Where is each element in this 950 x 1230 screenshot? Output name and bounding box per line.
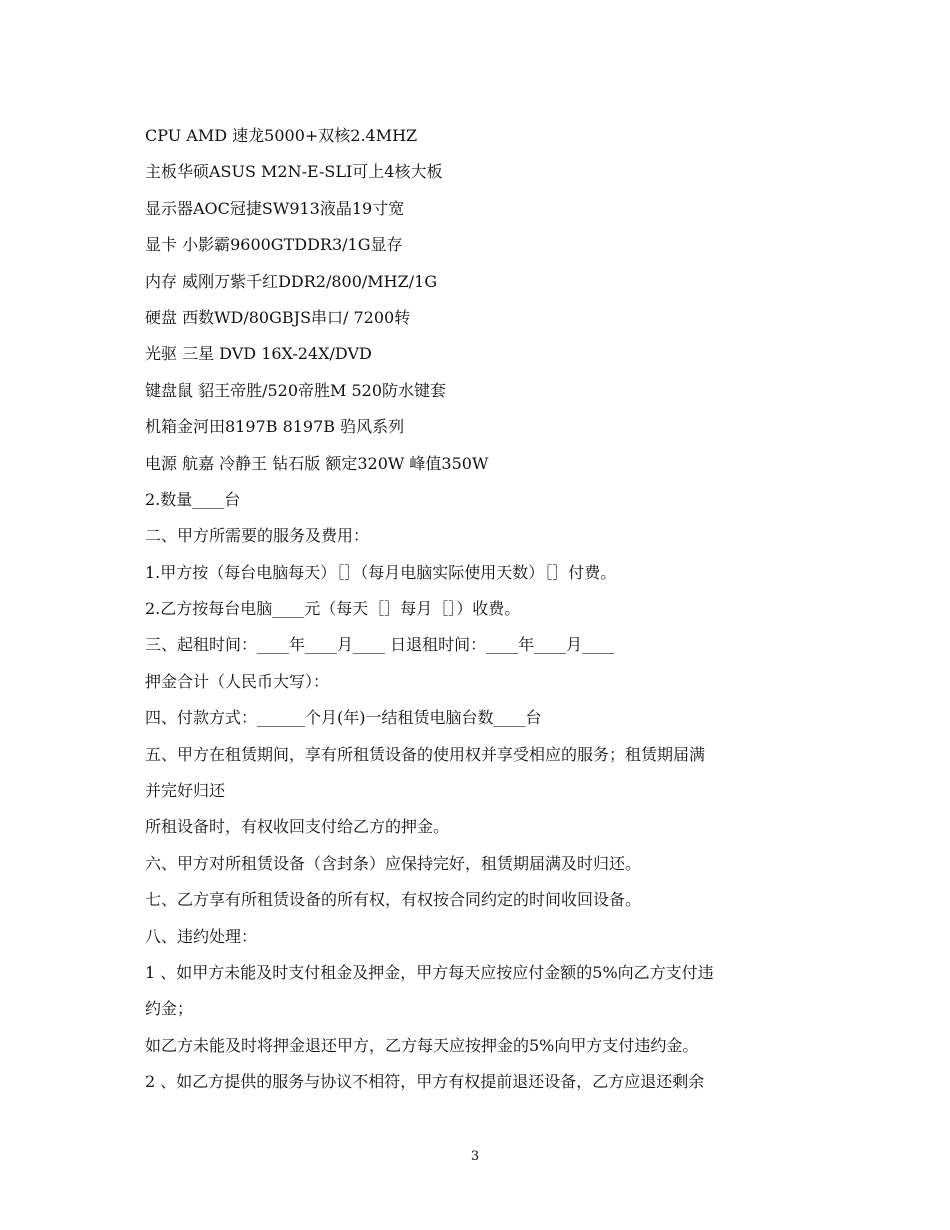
section-heading-rental-time: 三、起租时间：____年____月____ 日退租时间：____年____月____ xyxy=(145,635,615,655)
page-number: 3 xyxy=(470,1149,480,1164)
breach-clause-1-line-1: 1 、如甲方未能及时支付租金及押金，甲方每天应按应付金额的5%向乙方支付违 xyxy=(145,962,714,982)
clause-party-b-charge: 2.乙方按每台电脑____元（每天［］每月［］）收费。 xyxy=(145,599,521,619)
clause-five-line-3: 所租设备时，有权收回支付给乙方的押金。 xyxy=(145,817,450,837)
breach-clause-1-line-3: 如乙方未能及时将押金退还甲方，乙方每天应按押金的5%向甲方支付违约金。 xyxy=(145,1035,699,1055)
clause-five-line-1: 五、甲方在租赁期间，享有所租赁设备的使用权并享受相应的服务；租赁期届满 xyxy=(145,744,706,764)
clause-five-line-2: 并完好归还 xyxy=(145,781,226,801)
spec-monitor: 显示器AOC冠捷SW913液晶19寸宽 xyxy=(145,198,405,218)
breach-clause-1-line-2: 约金； xyxy=(145,999,194,1019)
spec-optical-drive: 光驱 三星 DVD 16X-24X/DVD xyxy=(145,344,372,364)
deposit-total-line: 押金合计（人民币大写）： xyxy=(145,671,330,691)
breach-clause-2-line-1: 2 、如乙方提供的服务与协议不相符，甲方有权提前退还设备，乙方应退还剩余 xyxy=(145,1072,705,1092)
spec-case: 机箱金河田8197B 8197B 驺风系列 xyxy=(145,417,405,437)
clause-six: 六、甲方对所租赁设备（含封条）应保持完好，租赁期届满及时归还。 xyxy=(145,853,642,873)
spec-motherboard: 主板华硕ASUS M2N-E-SLI可上4核大板 xyxy=(145,162,443,182)
quantity-line: 2.数量____台 xyxy=(145,489,241,509)
section-heading-services: 二、甲方所需要的服务及费用： xyxy=(145,526,370,546)
clause-seven: 七、乙方享有所租赁设备的所有权，有权按合同约定的时间收回设备。 xyxy=(145,890,642,910)
clause-party-a-payment: 1.甲方按（每台电脑每天）［］（每月电脑实际使用天数）［］付费。 xyxy=(145,562,617,582)
spec-hard-disk: 硬盘 西数WD/80GBJS串口/ 7200转 xyxy=(145,307,411,327)
section-heading-breach: 八、违约处理： xyxy=(145,926,258,946)
spec-cpu: CPU AMD 速龙5000+双核2.4MHZ xyxy=(145,126,418,145)
spec-graphics-card: 显卡 小影霸9600GTDDR3/1G显存 xyxy=(145,235,403,255)
spec-power-supply: 电源 航嘉 冷静王 钻石版 额定320W 峰值350W xyxy=(145,453,489,473)
section-heading-payment-method: 四、付款方式：______个月(年)一结租赁电脑台数____台 xyxy=(145,708,542,728)
spec-keyboard-mouse: 键盘鼠 貂王帝胜/520帝胜M 520防水键套 xyxy=(145,380,447,400)
document-body xyxy=(145,118,805,1101)
spec-memory: 内存 威刚万紫千红DDR2/800/MHZ/1G xyxy=(145,271,438,291)
